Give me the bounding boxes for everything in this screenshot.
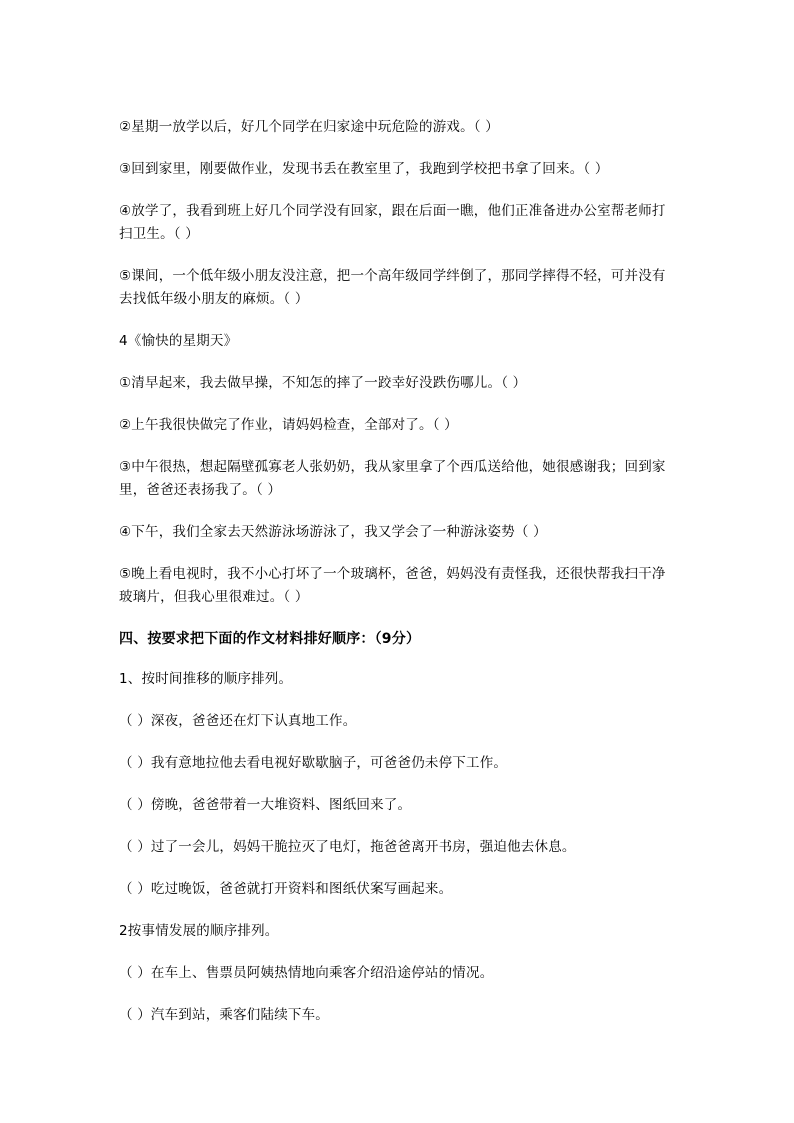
ordering-item: （ ）在车上、售票员阿姨热情地向乘客介绍沿途停站的情况。: [119, 965, 494, 981]
question-item: ④放学了，我看到班上好几个同学没有回家，跟在后面一瞧，他们正准备进办公室帮老师打扫卫生。（ ）: [119, 203, 666, 242]
ordering-item: （ ）深夜，爸爸还在灯下认真地工作。: [119, 713, 357, 729]
document-content: [119, 116, 679, 1046]
question-item: ②上午我很快做完了作业，请妈妈检查，全部对了。（ ）: [119, 417, 458, 433]
ordering-item: （ ）过了一会儿，妈妈干脆拉灭了电灯，拖爸爸离开书房，强迫他去休息。: [119, 839, 576, 855]
subsection-title: 4《愉快的星期天》: [119, 333, 238, 349]
question-item: ⑤课间，一个低年级小朋友没注意，把一个高年级同学绊倒了，那同学摔得不轻，可并没有去找低年级小朋友的麻烦。（ ）: [119, 268, 666, 307]
ordering-item: （ ）我有意地拉他去看电视好歇歇脑子，可爸爸仍未停下工作。: [119, 755, 508, 771]
subsection-title: 2按事情发展的顺序排列。: [119, 923, 279, 939]
question-item: ④下午，我们全家去天然游泳场游泳了，我又学会了一种游泳姿势（ ）: [119, 524, 547, 540]
ordering-item: （ ）汽车到站，乘客们陆续下车。: [119, 1007, 329, 1023]
subsection-title: 1、按时间推移的顺序排列。: [119, 671, 293, 687]
question-item: ③中午很热，想起隔壁孤寡老人张奶奶，我从家里拿了个西瓜送给他，她很感谢我；回到家里，爸爸还表扬我了。（ ）: [119, 459, 666, 498]
ordering-item: （ ）吃过晚饭，爸爸就打开资料和图纸伏案写画起来。: [119, 881, 453, 897]
question-item: ②星期一放学以后，好几个同学在归家途中玩危险的游戏。（ ）: [119, 119, 499, 135]
question-item: ⑤晚上看电视时，我不小心打坏了一个玻璃杯，爸爸，妈妈没有责怪我，还很快帮我扫干净玻璃片，但我心里很难过。（ ）: [119, 566, 666, 605]
section-heading: 四、按要求把下面的作文材料排好顺序：（9分）: [119, 631, 421, 647]
ordering-item: （ ）傍晚，爸爸带着一大堆资料、图纸回来了。: [119, 797, 412, 813]
question-item: ③回到家里，刚要做作业，发现书丢在教室里了，我跑到学校把书拿了回来。（ ）: [119, 161, 609, 177]
question-item: ①清早起来，我去做早操，不知怎的摔了一跤幸好没跌伤哪儿。（ ）: [119, 375, 527, 391]
